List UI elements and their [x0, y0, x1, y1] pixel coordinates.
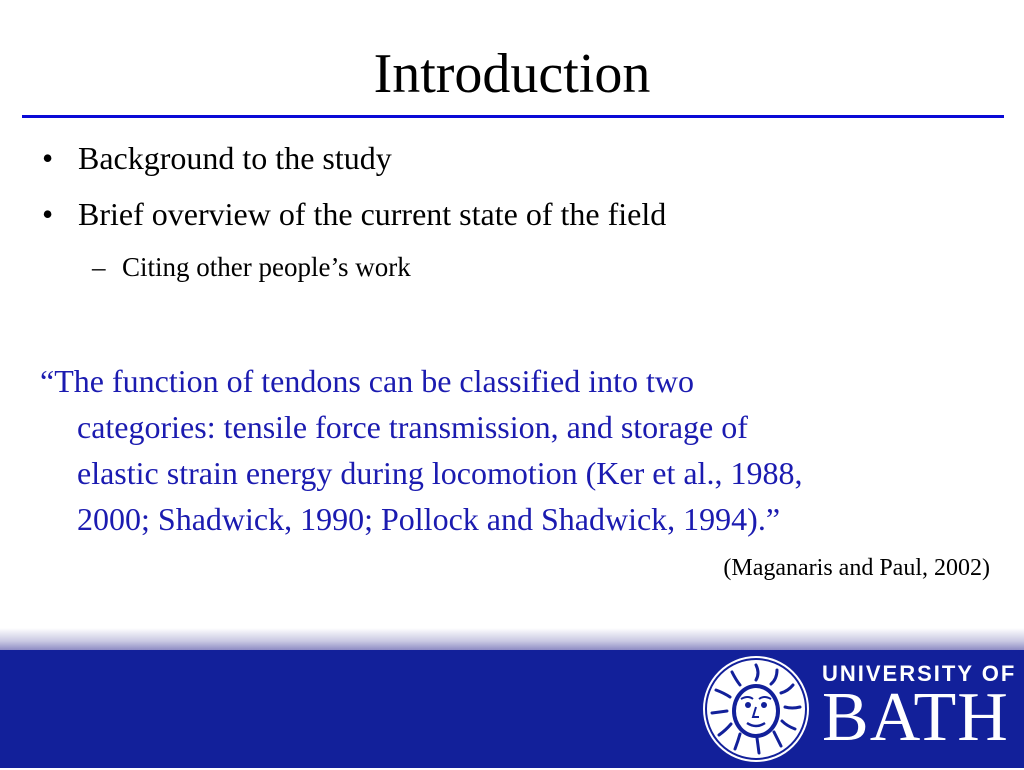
logo-university-of: UNIVERSITY OF	[822, 661, 1017, 686]
quotation-block	[40, 358, 990, 542]
bullet-item	[42, 194, 666, 234]
sub-bullet-text: Citing other people’s work	[122, 252, 411, 282]
bullet-text: Brief overview of the current state of the field	[78, 196, 667, 232]
sub-bullet-item	[92, 250, 411, 284]
bullet-text: Background to the study	[78, 140, 392, 176]
slide-title: Introduction	[373, 43, 651, 105]
logo-bath: BATH	[822, 679, 1009, 756]
bullet-dot-icon: •	[42, 140, 54, 176]
sun-face-icon	[697, 653, 815, 765]
bullet-item	[42, 138, 392, 178]
citation: (Maganaris and Paul, 2002)	[723, 555, 990, 581]
quote-line: elastic strain energy during locomotion (Ker et al., 1988,	[77, 455, 803, 491]
dash-icon: –	[92, 252, 106, 282]
bullet-dot-icon: •	[42, 196, 54, 232]
title-underline	[22, 115, 1004, 118]
quote-line: categories: tensile force transmission, and storage of	[77, 409, 748, 445]
footer-gradient	[0, 628, 1024, 650]
quote-line: “The function of tendons can be classified into two	[40, 363, 695, 399]
quote-line: 2000; Shadwick, 1990; Pollock and Shadwick, 1994).”	[77, 501, 781, 537]
university-logo	[822, 653, 1018, 765]
